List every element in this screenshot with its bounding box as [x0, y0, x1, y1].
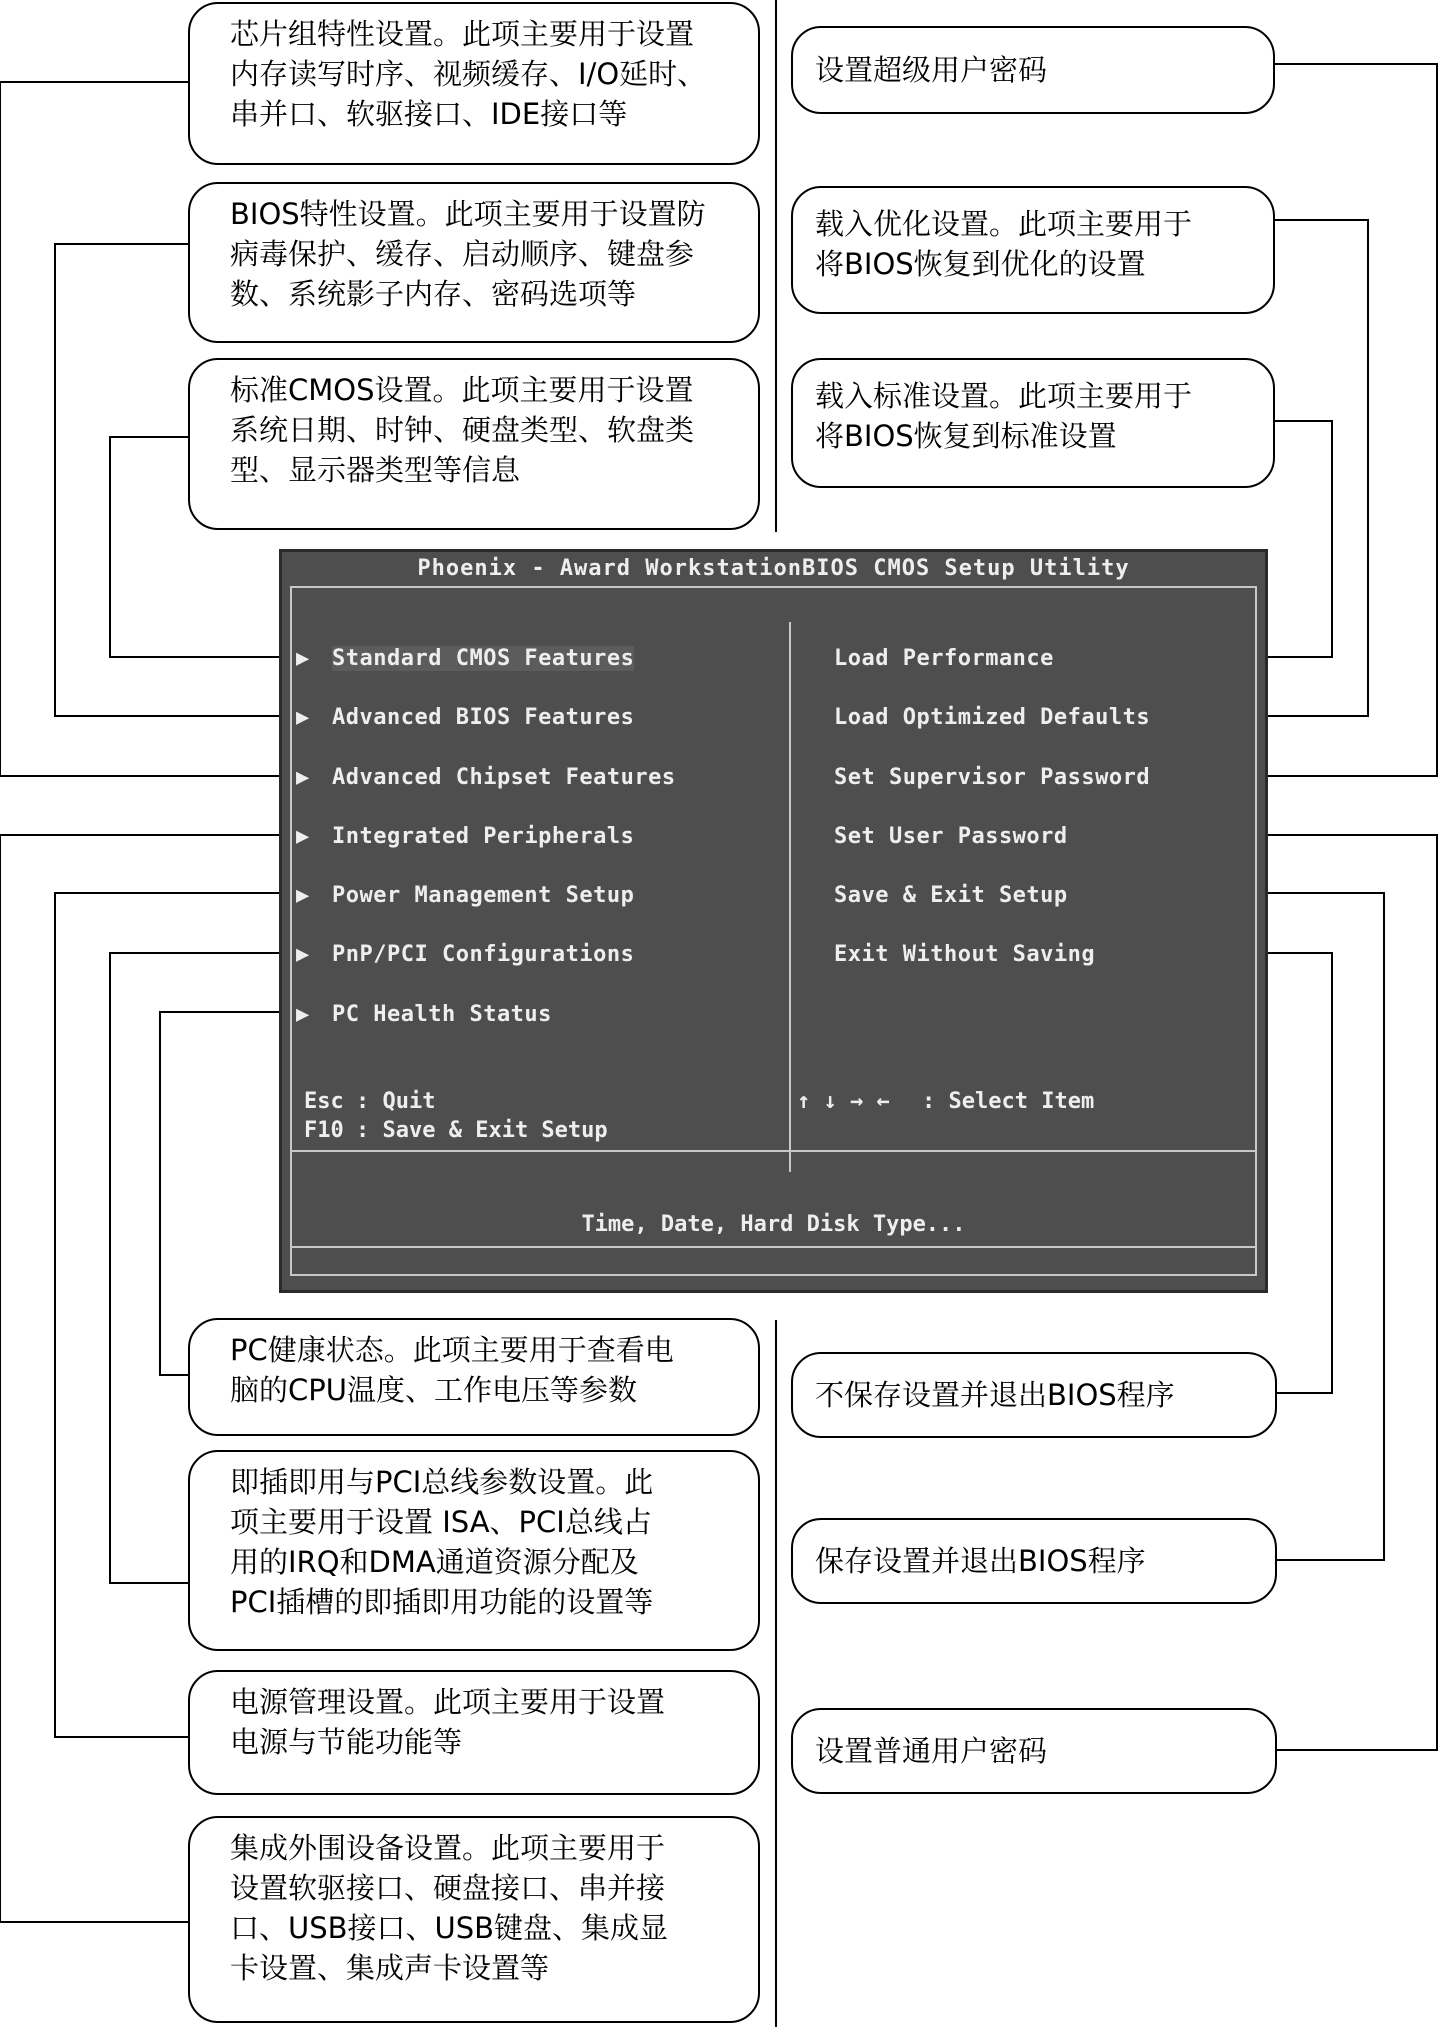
bios-menu-load-optimized[interactable]: Load Optimized Defaults	[834, 705, 1151, 730]
bios-menu-integrated-peripherals[interactable]: Integrated Peripherals	[332, 824, 635, 849]
callout-performance	[791, 358, 1275, 488]
bios-menu-load-performance[interactable]: Load Performance	[834, 646, 1054, 671]
bios-menu-supervisor-password[interactable]: Set Supervisor Password	[834, 765, 1151, 790]
bios-menu-user-password[interactable]: Set User Password	[834, 824, 1068, 849]
bios-menu-advanced-chipset[interactable]: Advanced Chipset Features	[332, 765, 676, 790]
bios-screen	[279, 549, 1268, 1293]
bios-title: Phoenix - Award WorkstationBIOS CMOS Setup Utility	[417, 556, 1130, 581]
bios-item-marker: ▶	[296, 942, 310, 967]
bios-item-marker: ▶	[296, 765, 310, 790]
key-nav-action: : Select Item	[922, 1089, 1095, 1114]
callout-pnp-pci	[188, 1450, 760, 1651]
bios-menu-pc-health[interactable]: PC Health Status	[332, 1002, 552, 1027]
callout-pc-health-text: PC健康状态。此项主要用于查看电 脑的CPU温度、工作电压等参数	[230, 1333, 674, 1407]
callout-supervisor	[791, 26, 1275, 114]
callout-power-text: 电源管理设置。此项主要用于设置 电源与节能功能等	[230, 1685, 666, 1759]
bios-item-marker: ▶	[296, 646, 310, 671]
bios-item-marker: ▶	[296, 824, 310, 849]
callout-bios-features-text: BIOS特性设置。此项主要用于设置防 病毒保护、缓存、启动顺序、键盘参 数、系统影子内存、密码选项等	[230, 197, 706, 311]
callout-performance-text: 载入标准设置。此项主要用于 将BIOS恢复到标准设置	[815, 379, 1193, 453]
callout-optimized	[791, 186, 1275, 314]
bios-item-marker: ▶	[296, 883, 310, 908]
bios-item-marker: ▶	[296, 1002, 310, 1027]
key-f10: F10	[304, 1118, 344, 1143]
bios-menu-exit-without-saving[interactable]: Exit Without Saving	[834, 942, 1096, 967]
callout-exit-nosave	[791, 1352, 1277, 1438]
bios-item-marker: ▶	[296, 705, 310, 730]
bios-divider-keys	[292, 1150, 1255, 1152]
bios-menu-power-management[interactable]: Power Management Setup	[332, 883, 635, 908]
bios-menu-pnp-pci[interactable]: PnP/PCI Configurations	[332, 942, 635, 967]
callout-user-password-text: 设置普通用户密码	[815, 1734, 1048, 1768]
callout-standard-cmos	[188, 358, 760, 530]
callout-save-exit-text: 保存设置并退出BIOS程序	[815, 1544, 1146, 1578]
bios-vertical-divider	[789, 622, 791, 1172]
key-esc: Esc	[304, 1089, 344, 1114]
key-nav-arrows: ↑ ↓ → ←	[797, 1089, 890, 1114]
callout-chipset-text: 芯片组特性设置。此项主要用于设置 内存读写时序、视频缓存、I/O延时、 串并口、软驱接口、IDE接口等	[230, 17, 707, 131]
bios-help-text: Time, Date, Hard Disk Type...	[581, 1212, 966, 1237]
callout-power	[188, 1670, 760, 1795]
callout-optimized-text: 载入优化设置。此项主要用于 将BIOS恢复到优化的设置	[815, 207, 1193, 281]
bios-menu-standard-cmos[interactable]: Standard CMOS Features	[332, 646, 635, 671]
callout-pc-health	[188, 1318, 760, 1436]
bios-menu-save-exit[interactable]: Save & Exit Setup	[834, 883, 1068, 908]
callout-pnp-pci-text: 即插即用与PCI总线参数设置。此 项主要用于设置 ISA、PCI总线占 用的IRQ和DMA通道资源分配及 PCI插槽的即插即用功能的设置等	[230, 1465, 654, 1619]
callout-integrated-text: 集成外围设备设置。此项主要用于 设置软驱接口、硬盘接口、串并接 口、USB接口、USB键盘、集成显 卡设置、集成声卡设置等	[230, 1831, 669, 1985]
callout-standard-cmos-text: 标准CMOS设置。此项主要用于设置 系统日期、时钟、硬盘类型、软盘类 型、显示器类型等信息	[230, 373, 695, 487]
key-f10-action: : Save & Exit Setup	[356, 1118, 608, 1143]
bios-menu-advanced-bios[interactable]: Advanced BIOS Features	[332, 705, 635, 730]
callout-user-password	[791, 1708, 1277, 1794]
bios-divider-help	[292, 1246, 1255, 1248]
callout-supervisor-text: 设置超级用户密码	[815, 53, 1048, 87]
callout-chipset	[188, 2, 760, 165]
callout-bios-features	[188, 182, 760, 343]
key-esc-action: : Quit	[356, 1089, 436, 1114]
callout-exit-nosave-text: 不保存设置并退出BIOS程序	[815, 1378, 1175, 1412]
callout-save-exit	[791, 1518, 1277, 1604]
callout-integrated	[188, 1816, 760, 2023]
bios-frame	[290, 586, 1257, 1276]
